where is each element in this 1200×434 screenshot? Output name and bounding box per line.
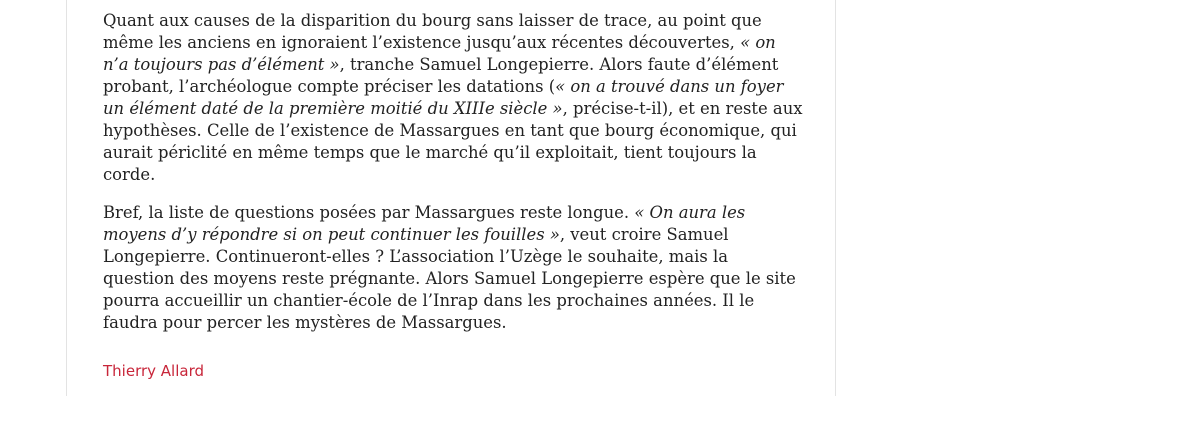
paragraph-causes-text-2: , tranche Samuel Longepierre. Alors faute d’élément probant, l’archéologue compte préciser les datations ( <box>103 55 779 96</box>
paragraph-conclusion-text-1: Bref, la liste de questions posées par Massargues reste longue. <box>103 203 635 222</box>
paragraph-causes <box>103 10 803 186</box>
article-column <box>66 0 836 396</box>
paragraph-causes-text-3: , précise-t-il), et en reste aux hypothèses. Celle de l’existence de Massargues en tant que bourg économique, qui aurait périclité en même temps que le marché qu’il exploitait, tient toujours la corde. <box>103 99 803 184</box>
paragraph-conclusion-quote-1: « On aura les moyens d’y répondre si on peut continuer les fouilles » <box>103 203 746 244</box>
paragraph-causes-text-1: Quant aux causes de la disparition du bourg sans laisser de trace, au point que même les anciens en ignoraient l’existence jusqu’aux récentes découvertes, <box>103 11 762 52</box>
paragraph-conclusion-text-2: , veut croire Samuel Longepierre. Continueront-elles ? L’association l’Uzège le souhaite, mais la question des moyens reste prégnante. Alors Samuel Longepierre espère que le site pourra accueillir un chantier-école de l’Inrap dans les prochaines années. Il le faudra pour percer les mystères de Massargues. <box>103 225 796 332</box>
paragraph-causes-quote-1: « on n’a toujours pas d’élément » <box>103 33 776 74</box>
article-body <box>103 10 803 350</box>
paragraph-conclusion <box>103 202 803 334</box>
author-byline[interactable]: Thierry Allard <box>103 362 204 380</box>
paragraph-causes-quote-2: « on a trouvé dans un foyer un élément daté de la première moitié du XIIIe siècle » <box>103 77 784 118</box>
